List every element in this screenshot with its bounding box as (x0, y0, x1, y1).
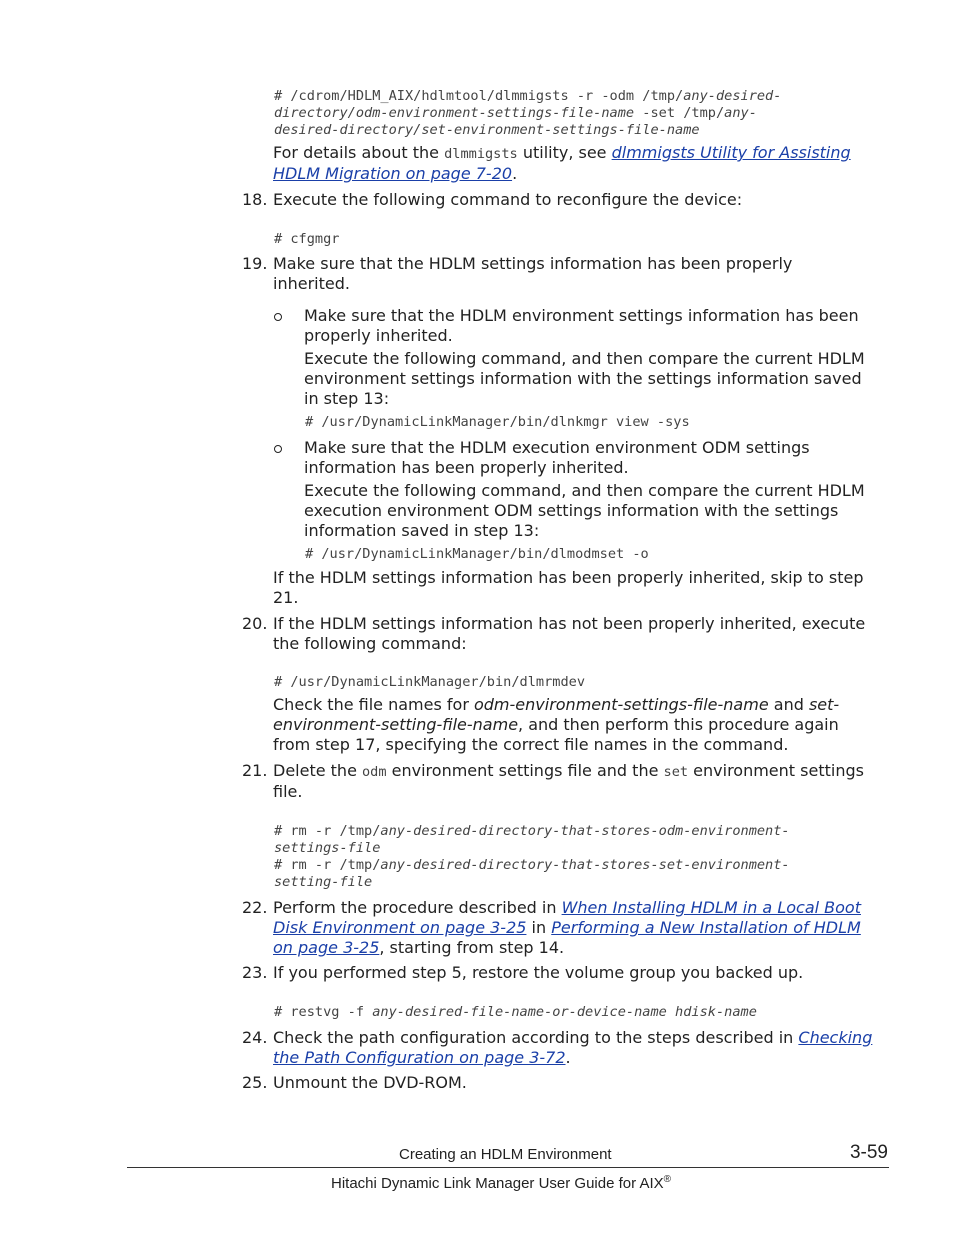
code-line: # /usr/DynamicLinkManager/bin/dlmodmset -o (305, 546, 649, 562)
footer-book-title: Hitachi Dynamic Link Manager User Guide for AIX® (331, 1174, 672, 1192)
footer-divider (127, 1167, 889, 1168)
step-number: 23. (242, 963, 268, 982)
step-text: Make sure that the HDLM settings information has been properly inherited. (273, 254, 793, 293)
step-text: If the HDLM settings information has not been properly inherited, execute the following command: (273, 614, 866, 653)
bullet-paragraph: Execute the following command, and then compare the current HDLM execution environment ODM settings information with the settings information saved in step 13: (304, 481, 865, 540)
details-paragraph: For details about the dlmmigsts utility, see dlmmigsts Utility for Assisting HDLM Migration on page 7-20. (273, 143, 851, 183)
code-line: directory/odm-environment-settings-file-name -set /tmp/any- (274, 105, 757, 121)
code-line: setting-file (274, 874, 373, 890)
step-number: 18. (242, 190, 268, 209)
step-paragraph: If the HDLM settings information has been properly inherited, skip to step 21. (273, 568, 864, 607)
bullet-text: Make sure that the HDLM environment settings information has been properly inherited. (304, 306, 859, 345)
code-line: # rm -r /tmp/any-desired-directory-that-stores-set-environment- (274, 857, 790, 873)
local-boot-disk-link[interactable]: When Installing HDLM in a Local Boot (561, 898, 861, 917)
step-paragraph: Check the file names for odm-environment-settings-file-name and set- environment-setting-file-name, and then perform this procedure again from step 17, specifying the correct file names in the command. (273, 695, 840, 754)
local-boot-disk-link[interactable]: Disk Environment on page 3-25 (273, 918, 527, 937)
step-number: 19. (242, 254, 268, 273)
step-number: 21. (242, 761, 268, 780)
code-line: # restvg -f any-desired-file-name-or-device-name hdisk-name (274, 1004, 757, 1020)
step-number: 25. (242, 1073, 268, 1092)
bullet-text: Make sure that the HDLM execution environment ODM settings information has been properly inherited. (304, 438, 810, 477)
code-line: desired-directory/set-environment-settings-file-name (274, 122, 700, 138)
step-text: If you performed step 5, restore the volume group you backed up. (273, 963, 804, 982)
code-line: # /usr/DynamicLinkManager/bin/dlnkmgr view -sys (305, 414, 690, 430)
checking-path-configuration-link[interactable]: Checking (798, 1028, 873, 1047)
dlmmigsts-utility-link[interactable]: dlmmigsts Utility for Assisting (611, 143, 851, 162)
step-number: 20. (242, 614, 268, 633)
new-installation-link[interactable]: on page 3-25 (273, 938, 380, 957)
code-line: settings-file (274, 840, 381, 856)
code-line: # /cdrom/HDLM_AIX/hdlmtool/dlmmigsts -r -odm /tmp/any-desired- (274, 88, 782, 104)
step-text: Delete the odm environment settings file and the set environment settings file. (273, 761, 864, 801)
step-text: Unmount the DVD-ROM. (273, 1073, 467, 1092)
bullet-icon (274, 445, 282, 453)
step-text: Check the path configuration according to the steps described in Checking the Path Configuration on page 3-72. (273, 1028, 873, 1067)
code-line: # /usr/DynamicLinkManager/bin/dlmrmdev (274, 674, 585, 690)
code-line: # rm -r /tmp/any-desired-directory-that-stores-odm-environment- (274, 823, 790, 839)
step-text: Perform the procedure described in When Installing HDLM in a Local Boot Disk Environment on page 3-25 in Performing a New Installation of HDLM on page 3-25, starting from step 14. (273, 898, 861, 957)
hdlm-migration-link[interactable]: HDLM Migration on page 7-20 (273, 164, 513, 183)
step-number: 22. (242, 898, 268, 917)
checking-path-configuration-link[interactable]: the Path Configuration on page 3-72 (273, 1048, 566, 1067)
bullet-paragraph: Execute the following command, and then compare the current HDLM environment settings information with the settings information saved in step 13: (304, 349, 865, 408)
page-number: 3-59 (849, 1142, 888, 1163)
step-number: 24. (242, 1028, 268, 1047)
footer-chapter-title: Creating an HDLM Environment (399, 1146, 612, 1163)
step-text: Execute the following command to reconfigure the device: (273, 190, 743, 209)
bullet-icon (274, 313, 282, 321)
new-installation-link[interactable]: Performing a New Installation of HDLM (551, 918, 861, 937)
code-line: # cfgmgr (274, 231, 340, 247)
